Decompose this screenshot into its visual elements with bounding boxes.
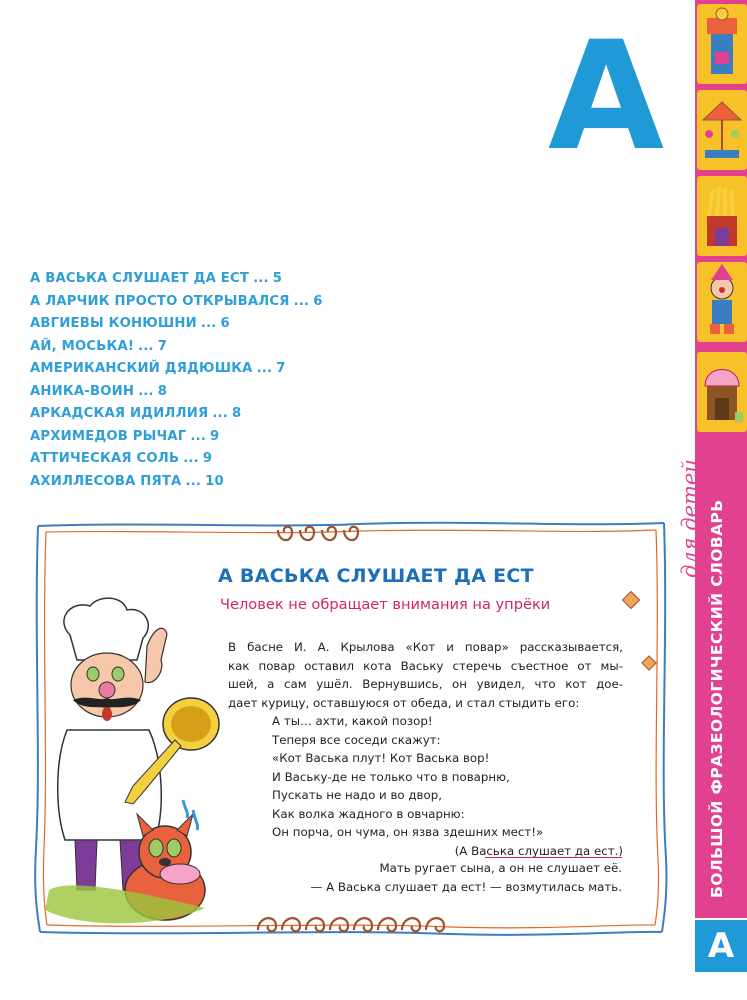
fries-stand-icon [697,176,747,256]
toc-item[interactable]: А ЛАРЧИК ПРОСТО ОТКРЫВАЛСЯ ... 6 [30,293,323,309]
entry-title: А ВАСЬКА СЛУШАЕТ ДА ЕСТ [218,565,534,587]
paragraph-line: В басне И. А. Крылова «Кот и повар» рассказывается, [228,640,623,654]
toc-item[interactable]: АХИЛЛЕСОВА ПЯТА ... 10 [30,473,224,489]
carousel-icon [697,90,747,170]
toc-item[interactable]: АМЕРИКАНСКИЙ ДЯДЮШКА ... 7 [30,361,286,376]
fable-quote [228,712,623,842]
paragraph-line: шей, а сам ушёл. Вернувшись, он увидел, что кот доe- [228,677,623,691]
paragraph-line: как повар оставил кота Ваську стеречь съестное от мы- [228,658,623,673]
book-subtitle-script: для детей [678,459,702,578]
verse-line: Теперя все соседи скажут: [272,732,441,747]
section-letter-tab[interactable]: А [695,920,747,972]
toc-item[interactable]: АНИКА-ВОИН ... 8 [30,383,168,399]
verse-line: «Кот Васька плут! Кот Васька вор! [272,751,490,765]
toc-item[interactable]: АВГИЕВЫ КОНЮШНИ ... 6 [30,316,230,331]
contents-list [30,268,323,493]
verse-line: Он порча, он чума, он язва здешних мест!» [272,825,544,839]
toc-item[interactable]: АТТИЧЕСКАЯ СОЛЬ ... 9 [30,451,213,466]
quote-source: (А Васька слушает да ест.) [454,843,623,858]
toc-item[interactable]: А ВАСЬКА СЛУШАЕТ ДА ЕСТ ... 5 [30,271,283,286]
entry-body [228,638,623,860]
side-diamonds-ornament [623,592,657,671]
cupcake-stand-icon [697,352,747,432]
tower-icon [697,4,747,84]
verse-line: А ты… ахти, какой позор! [272,714,433,728]
entry-subtitle: Человек не обращает внимания на упрёки [220,596,551,613]
book-title: БОЛЬШОЙ ФРАЗЕОЛОГИЧЕСКИЙ СЛОВАРЬ [708,499,726,898]
toc-item[interactable]: АРХИМЕДОВ РЫЧАГ ... 9 [30,428,220,444]
example-line: Мать ругает сына, а он не слушает её. [379,861,622,875]
top-swirls-ornament [278,527,358,540]
verse-line: Пускать не надо и во двор, [272,788,442,802]
paragraph-line: дает курицу, оставшуюся от обеда, и стал стыдить его: [228,695,580,710]
toc-item[interactable]: АРКАДСКАЯ ИДИЛЛИЯ ... 8 [30,406,242,421]
clown-icon [697,262,747,342]
example-divider [485,857,622,858]
verse-line: Как волка жадного в овчарню: [272,806,465,821]
verse-line: И Ваську-де не только что в поварню, [272,769,510,784]
chef-with-cat-illustration [15,590,220,940]
usage-example [258,859,622,896]
example-line: — А Васька слушает да ест! — возмутилась мать. [310,879,622,894]
toc-item[interactable]: АЙ, МОСЬКА! ... 7 [30,338,168,354]
section-letter: А [548,10,661,184]
